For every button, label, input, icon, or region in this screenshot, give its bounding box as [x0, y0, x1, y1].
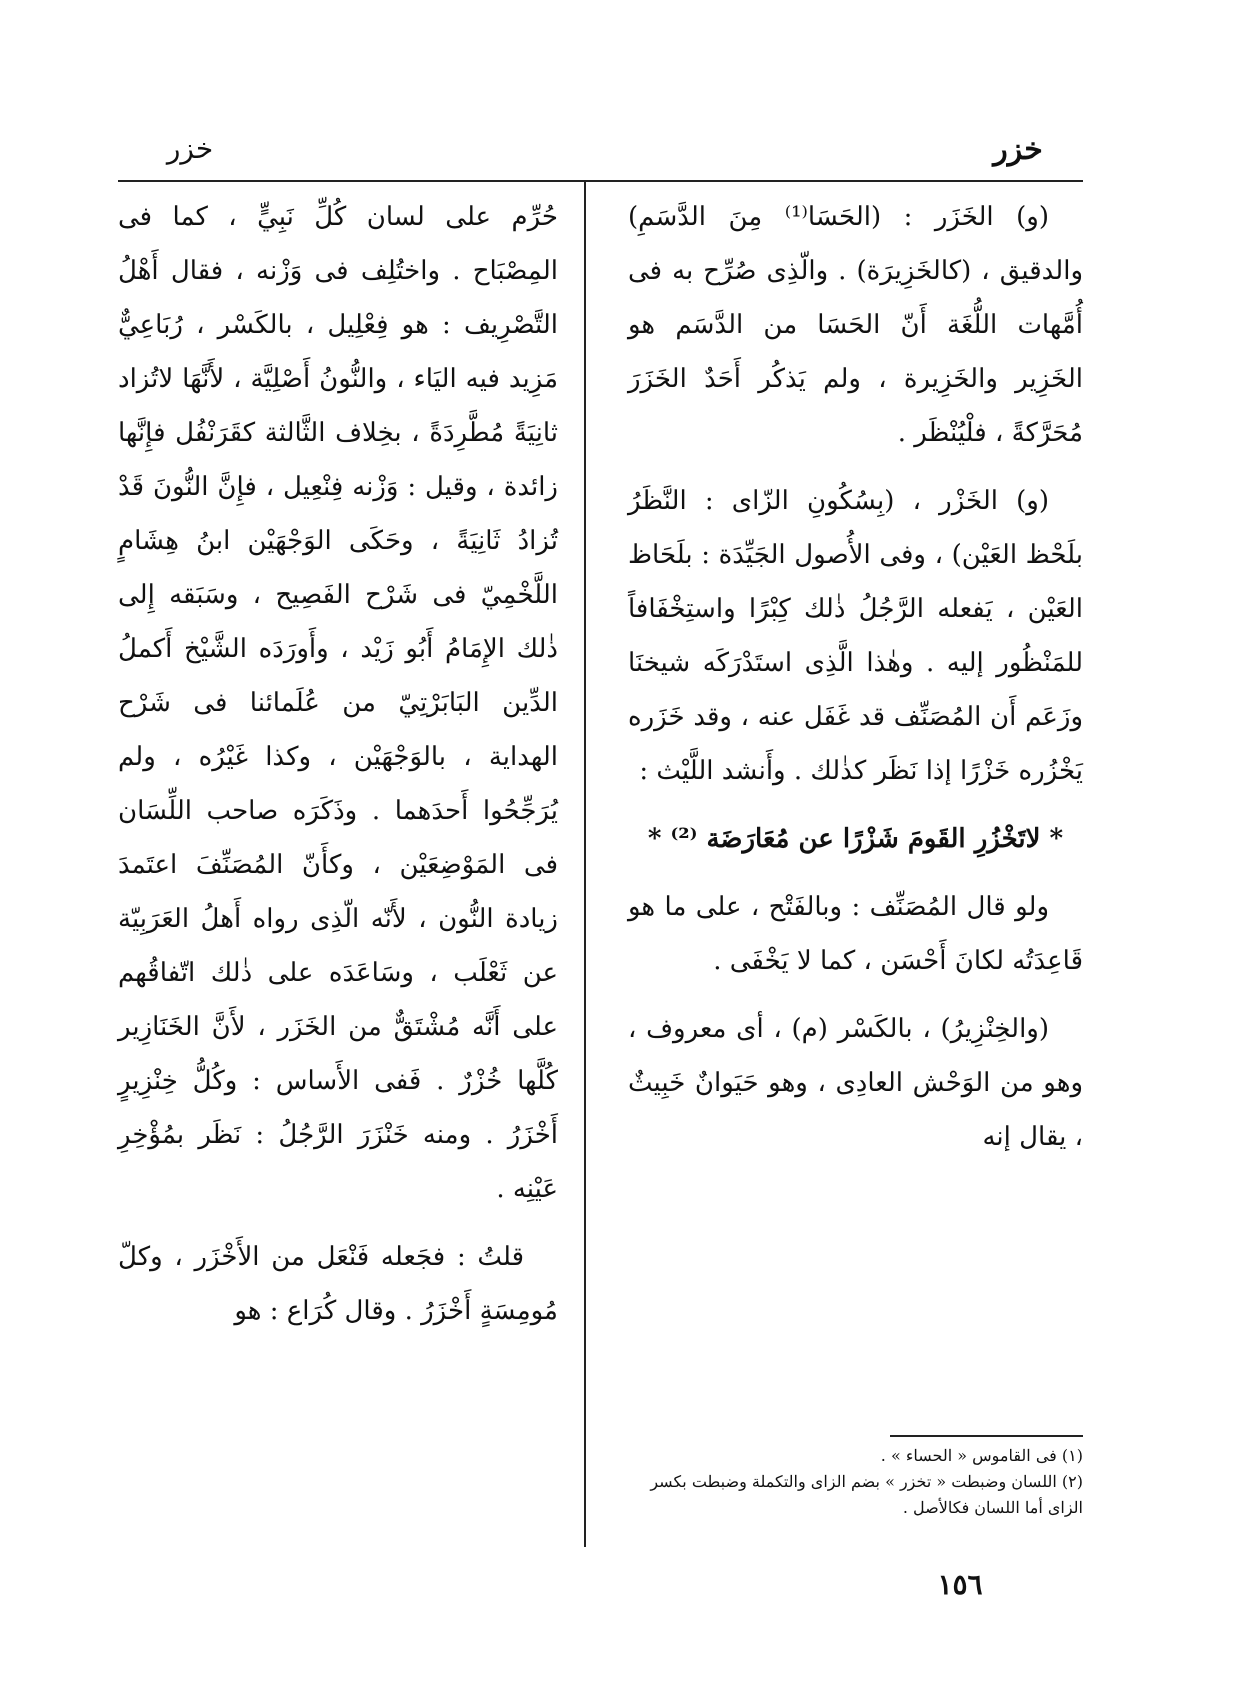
right-paragraph-4: (والخِنْزِيرُ) ، بالكَسْر (م) ، أى معروف ، وهو من الوَحْش العادِى ، وهو حَيَوانٌ خَبِيثٌ ، يقال إنه	[628, 1014, 1083, 1152]
right-column	[628, 190, 1083, 1178]
footnotes	[620, 1443, 1083, 1521]
running-header-right: خزر	[993, 132, 1043, 167]
footnote-1: (١) فى القاموس « الحساء » .	[880, 1446, 1083, 1465]
right-paragraph-1: (و) الخَزَر : (الحَسَا⁽¹⁾ مِنَ الدَّسَمِ) والدقيق ، (كالخَزِيرَة) . والّذِى صُرِّح به فى أُمَّهات اللُّغَة أَنّ الحَسَا من الدَّسَم هو الخَزِير والخَزِيرة ، ولم يَذكُر أَحَدٌ الخَزَرَ مُحَرَّكةً ، فلْيُنْظَر .	[628, 202, 1083, 448]
right-paragraph-2: (و) الخَزْر ، (بِسُكُونِ الزّاى : النَّظَرُ بلَحْظ العَيْن) ، وفى الأُصول الجَيِّدَة : بلَحَاظ العَيْن ، يَفعله الرَّجُلُ ذٰلك كِبْرًا واستِخْفَافاً للمَنْظُور إليه . وهٰذا الَّذِى استَدْرَكَه شيخنَا وزَعَم أَن المُصَنِّف قد غَفَل عنه ، وقد خَزَره يَخْزُره خَزْرًا إذا نَظَر كذٰلك . وأَنشد اللَّيْث :	[628, 486, 1083, 786]
running-header-left: خزر	[166, 132, 214, 165]
footnote-2: (٢) اللسان وضبطت « تخزر » بضم الزاى والتكملة وضبطت بكسر الزاى أما اللسان فكالأصل .	[650, 1472, 1083, 1517]
page-number: ١٥٦	[937, 1568, 983, 1601]
verse-line: * لاتَخْزُرِ القَومَ شَزْرًا عن مُعَارَضَة ⁽²⁾ *	[647, 824, 1064, 854]
left-column	[118, 190, 558, 1352]
right-paragraph-3: ولو قال المُصَنِّف : وبالفَتْح ، على ما هو قَاعِدَتُه لكانَ أَحْسَن ، كما لا يَخْفَى .	[628, 892, 1083, 976]
footnote-rule	[890, 1435, 1083, 1437]
left-paragraph-1: حُرِّم على لسان كُلِّ نَبِيٍّ ، كما فى المِصْبَاح . واختُلِف فى وَزْنه ، فقال أَهْلُ التَّصْرِيف : هو فِعْلِيل ، بالكَسْر ، رُبَاعِيٌّ مَزِيد فيه اليَاء ، والنُّونُ أَصْلِيَّة ، لأَنَّهَا لاتُزاد ثانِيَةً مُطَّرِدَةً ، بخِلاف الثَّالثة كقَرَنْفُل فإِنَّها زائدة ، وقيل : وَزْنه فِنْعِيل ، فإِنَّ النُّونَ قَدْ تُزادُ ثَانِيَةً ، وحَكَى الوَجْهَيْن ابنُ هِشَامٍ اللَّخْمِيّ فى شَرْح الفَصِيح ، وسَبَقه إِلى ذٰلك الإِمَامُ أَبُو زَيْد ، وأَورَدَه الشَّيْخ أَكملُ الدِّين البَابَرْتِيّ من عُلَمائنا فى شَرْح الهداية ، بالوَجْهَيْن ، وكذا غَيْرُه ، ولم يُرَجِّحُوا أَحدَهما . وذَكَرَه صاحب اللِّسَان فى المَوْضِعَيْن ، وكأَنّ المُصَنِّفَ اعتَمدَ زيادة النُّون ، لأَنّه الّذِى رواه أَهلُ العَرَبِيّة عن ثَعْلَب ، وسَاعَدَه على ذٰلك اتّفاقُهم على أَنَّه مُشْتَقٌّ من الخَزَر ، لأَنَّ الخَنَازِير كُلَّها خُزْرٌ . فَفى الأَساس : وكُلُّ خِنْزِيرٍ أَخْزَرُ . ومنه خَنْزَرَ الرَّجُلُ : نَظَر بمُؤْخِرِ عَيْنِه .	[118, 202, 558, 1204]
left-paragraph-2: قلتُ : فجَعله فَنْعَل من الأَخْزَر ، وكلّ مُومِسَةٍ أَخْزَرُ . وقال كُرَاع : هو	[118, 1242, 558, 1326]
column-divider	[584, 182, 586, 1547]
header-rule	[118, 180, 1083, 182]
